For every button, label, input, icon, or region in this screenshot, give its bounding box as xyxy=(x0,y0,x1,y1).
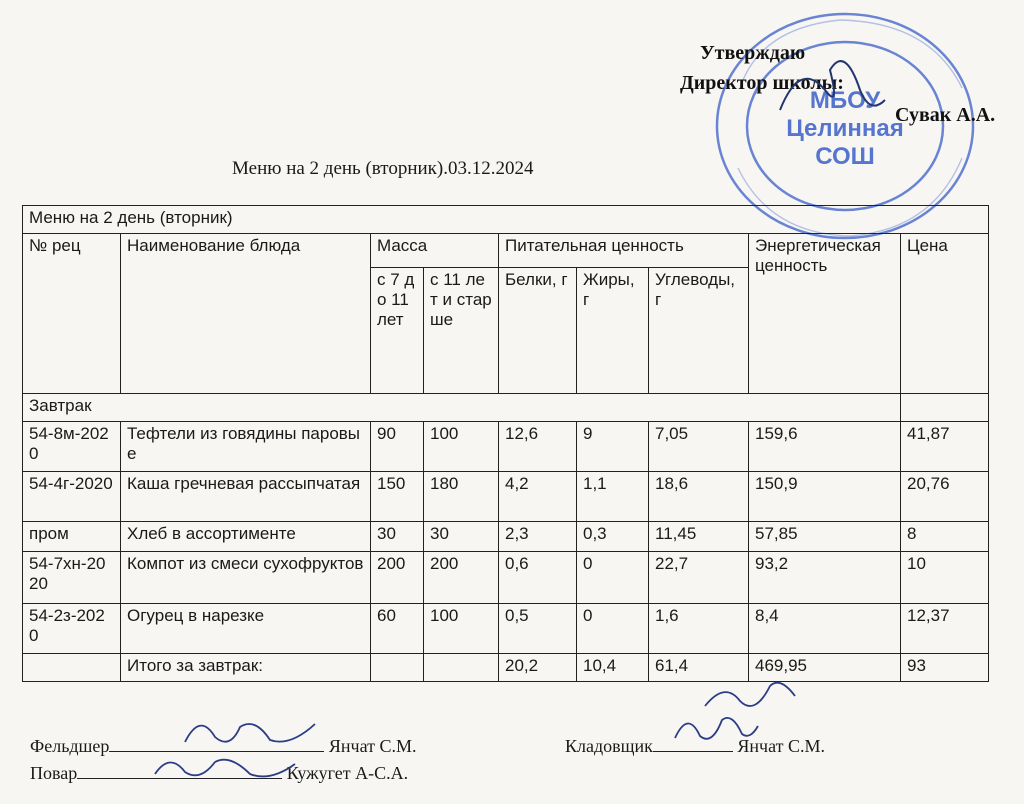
section-empty-cell xyxy=(901,394,989,422)
storekeeper-role: Кладовщик xyxy=(565,736,653,756)
cell-carbs: 18,6 xyxy=(649,472,749,522)
total-label: Итого за завтрак: xyxy=(121,654,371,682)
table-row xyxy=(23,604,989,654)
stamp-text-1: МБОУ xyxy=(809,87,881,114)
cell-price: 10 xyxy=(901,552,989,604)
table-row xyxy=(23,522,989,552)
cell-energy: 8,4 xyxy=(749,604,901,654)
cell-mass-11-plus: 100 xyxy=(424,604,499,654)
header-nutrition: Питательная ценность xyxy=(499,234,749,268)
total-energy: 469,95 xyxy=(749,654,901,682)
cell-mass-11-plus: 30 xyxy=(424,522,499,552)
approval-role: Директор школы: xyxy=(680,72,844,94)
header-name: Наименование блюда xyxy=(121,234,371,394)
cell-fat: 0,3 xyxy=(577,522,649,552)
cell-dish-name: Огурец в нарезке xyxy=(121,604,371,654)
cell-rec: пром xyxy=(23,522,121,552)
approval-name: Сувак А.А. xyxy=(895,104,996,126)
cell-rec: 54-2з-2020 xyxy=(23,604,121,654)
cook-name: Кужугет А-С.А. xyxy=(286,763,409,783)
header-mass-11-plus: с 11 лет и старше xyxy=(424,268,499,394)
cell-fat: 9 xyxy=(577,422,649,472)
table-row xyxy=(23,552,989,604)
header-price: Цена xyxy=(901,234,989,394)
menu-table xyxy=(22,205,989,682)
cell-mass-7-11: 200 xyxy=(371,552,424,604)
table-caption: Меню на 2 день (вторник) xyxy=(23,206,989,234)
cell-mass-11-plus: 180 xyxy=(424,472,499,522)
header-energy: Энергетическая ценность xyxy=(749,234,901,394)
total-empty-cell xyxy=(23,654,121,682)
cook-role: Повар xyxy=(30,763,78,783)
cell-price: 41,87 xyxy=(901,422,989,472)
medic-role: Фельдшер xyxy=(30,736,110,756)
cell-energy: 93,2 xyxy=(749,552,901,604)
cell-protein: 0,6 xyxy=(499,552,577,604)
total-price: 93 xyxy=(901,654,989,682)
cell-rec: 54-4г-2020 xyxy=(23,472,121,522)
header-rec: № рец xyxy=(23,234,121,394)
cell-carbs: 7,05 xyxy=(649,422,749,472)
cell-fat: 0 xyxy=(577,604,649,654)
table-row xyxy=(23,422,989,472)
cell-protein: 4,2 xyxy=(499,472,577,522)
medic-signature xyxy=(180,712,320,752)
cell-fat: 0 xyxy=(577,552,649,604)
page-title: Меню на 2 день (вторник).03.12.2024 xyxy=(232,158,534,179)
total-fat: 10,4 xyxy=(577,654,649,682)
header-fat: Жиры, г xyxy=(577,268,649,394)
cell-dish-name: Каша гречневая рассыпчатая xyxy=(121,472,371,522)
cell-mass-7-11: 30 xyxy=(371,522,424,552)
header-mass-7-11: с 7 до 11 лет xyxy=(371,268,424,394)
total-row xyxy=(23,654,989,682)
cell-dish-name: Хлеб в ассортименте xyxy=(121,522,371,552)
table-row xyxy=(23,472,989,522)
cell-carbs: 1,6 xyxy=(649,604,749,654)
header-protein: Белки, г xyxy=(499,268,577,394)
total-protein: 20,2 xyxy=(499,654,577,682)
stamp-text-2: Целинная xyxy=(786,115,904,142)
cell-mass-7-11: 150 xyxy=(371,472,424,522)
cook-signature xyxy=(150,748,300,784)
cell-price: 12,37 xyxy=(901,604,989,654)
cell-mass-7-11: 90 xyxy=(371,422,424,472)
director-signature xyxy=(770,50,890,130)
header-carbs: Углеводы, г xyxy=(649,268,749,394)
cell-energy: 57,85 xyxy=(749,522,901,552)
medic-name: Янчат С.М. xyxy=(328,736,417,756)
cell-fat: 1,1 xyxy=(577,472,649,522)
cell-rec: 54-8м-2020 xyxy=(23,422,121,472)
cell-mass-11-plus: 100 xyxy=(424,422,499,472)
section-breakfast: Завтрак xyxy=(23,394,901,422)
cell-energy: 150,9 xyxy=(749,472,901,522)
storekeeper-name: Янчат С.М. xyxy=(737,736,825,756)
storekeeper-signature xyxy=(670,708,760,748)
cell-carbs: 11,45 xyxy=(649,522,749,552)
cell-mass-7-11: 60 xyxy=(371,604,424,654)
cell-mass-11-plus: 200 xyxy=(424,552,499,604)
cell-price: 8 xyxy=(901,522,989,552)
total-carbs: 61,4 xyxy=(649,654,749,682)
cell-rec: 54-7хн-2020 xyxy=(23,552,121,604)
total-empty-cell xyxy=(424,654,499,682)
total-empty-cell xyxy=(371,654,424,682)
approval-title: Утверждаю xyxy=(700,42,806,64)
cell-protein: 12,6 xyxy=(499,422,577,472)
cell-carbs: 22,7 xyxy=(649,552,749,604)
cell-price: 20,76 xyxy=(901,472,989,522)
cell-protein: 2,3 xyxy=(499,522,577,552)
cell-protein: 0,5 xyxy=(499,604,577,654)
header-mass: Масса xyxy=(371,234,499,268)
cell-energy: 159,6 xyxy=(749,422,901,472)
cell-dish-name: Тефтели из говядины паровые xyxy=(121,422,371,472)
stamp-text-3: СОШ xyxy=(815,143,875,170)
cell-dish-name: Компот из смеси сухофруктов xyxy=(121,552,371,604)
